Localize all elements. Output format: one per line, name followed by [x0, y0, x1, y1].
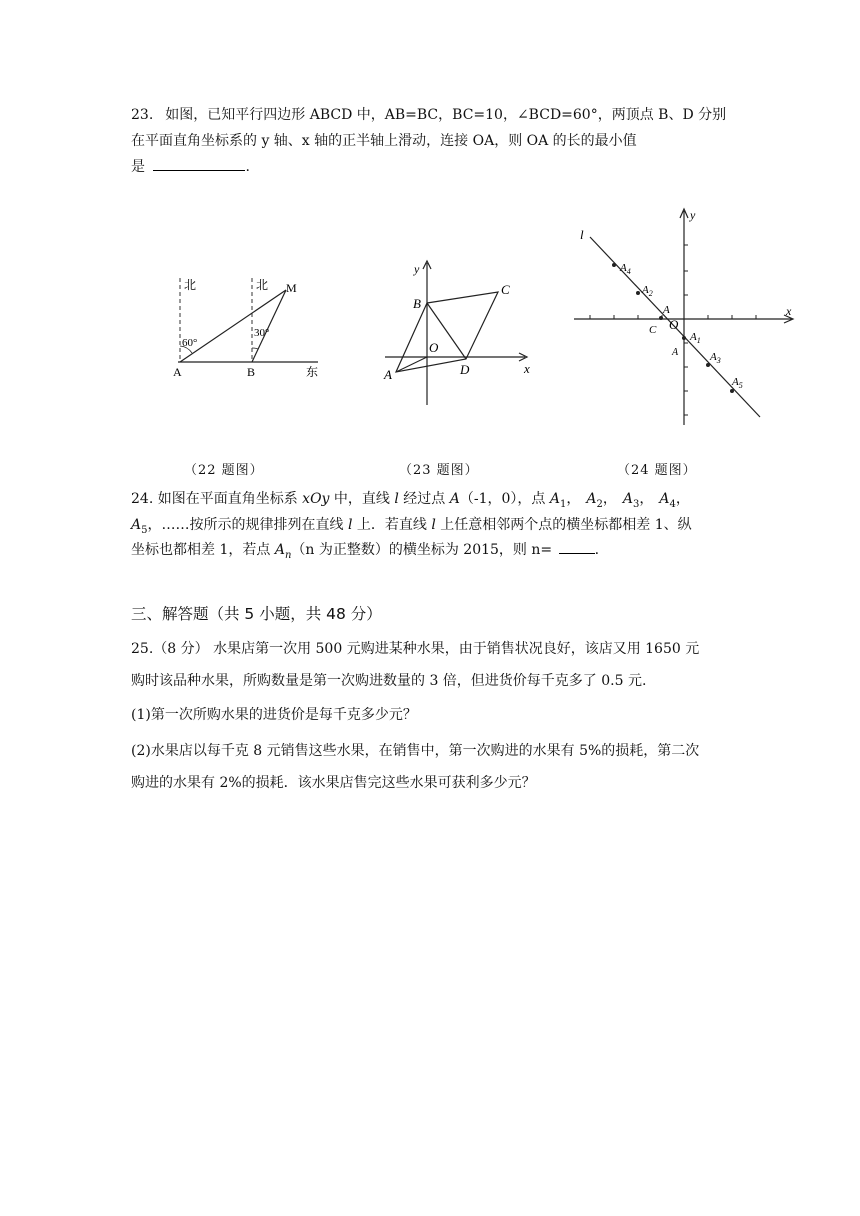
- q24-answer-blank: [559, 537, 595, 554]
- east-label: 东: [306, 365, 319, 379]
- label-a-low: A: [672, 347, 679, 358]
- q24-text: 24. 如图在平面直角坐标系: [131, 491, 303, 507]
- point-a1: [682, 336, 686, 340]
- label-o: O: [669, 317, 679, 332]
- label-a-top: A: [663, 304, 670, 316]
- point-a2: [636, 291, 640, 295]
- q24-text: ，: [602, 491, 617, 507]
- q23-number: 23.: [131, 107, 154, 123]
- point-label-a: A: [173, 365, 182, 379]
- q24-sub: n: [284, 549, 292, 561]
- segment-oa: [396, 357, 427, 372]
- caption-fig23: （23 题图）: [399, 463, 479, 478]
- q24-point-an: A: [274, 542, 285, 558]
- q24-text: ，……按所示的规律排列在直线: [147, 517, 348, 533]
- q24-text: ，: [675, 491, 690, 507]
- q24-line3: [131, 537, 599, 569]
- q24-sub: 1: [560, 498, 567, 510]
- label-a1: $A_1$: [690, 331, 701, 345]
- figure-24: [570, 205, 800, 430]
- section-heading: 三、解答题（共 5 小题，共 48 分）: [131, 605, 382, 623]
- q23-line3-prefix: 是: [131, 159, 145, 175]
- segment-bm: [252, 290, 286, 362]
- q24-point-a3: A: [622, 491, 634, 507]
- figure-23: [380, 255, 540, 410]
- label-c: C: [649, 324, 657, 336]
- point-a5: [730, 389, 734, 393]
- point-a: [659, 316, 663, 320]
- label-a4: $A_4$: [620, 262, 631, 276]
- q24-l: l: [394, 491, 399, 507]
- q25-part1: (1)第一次所购水果的进货价是每千克多少元？: [131, 707, 417, 723]
- q23-answer-blank: [153, 154, 245, 171]
- point-label-b: B: [247, 365, 256, 379]
- q23-line3-suffix: .: [245, 159, 250, 175]
- q24-text: ，: [639, 491, 654, 507]
- north-label-a: 北: [184, 278, 197, 292]
- q24-l: l: [431, 517, 436, 533]
- q25-part2-line1: (2)水果店以每千克 8 元销售这些水果，在销售中，第一次购进的水果有 5%的损耗，第二次: [131, 743, 700, 759]
- q24-text: 中，直线: [329, 491, 395, 507]
- q24-l: l: [347, 517, 353, 533]
- point-label-m: M: [286, 281, 297, 295]
- point-label-d: D: [460, 362, 470, 377]
- x-label: x: [786, 304, 792, 318]
- caption-fig22: （22 题图）: [184, 463, 264, 478]
- q25-line2: 购时该品种水果，所购数量是第一次购进数量的 3 倍，但进货价每千克多了 0.5 元.: [131, 673, 647, 689]
- q24-sub: 5: [141, 524, 148, 536]
- q24-point-a: A: [449, 491, 460, 507]
- line-label-l: l: [580, 227, 584, 242]
- q24-sub: 3: [633, 498, 640, 510]
- q24-point-a5: A: [131, 517, 142, 533]
- q23-line3: [131, 154, 250, 180]
- figure-22: [168, 270, 328, 380]
- point-label-o: O: [429, 340, 439, 355]
- y-label: y: [414, 262, 420, 276]
- q24-text: （-1，0），点: [459, 491, 550, 507]
- q24-text: 上任意相邻两个点的横坐标都相差 1、纵: [435, 517, 692, 533]
- q25-part2-line2: 购进的水果有 2%的损耗．该水果店售完这些水果可获利多少元？: [131, 775, 536, 791]
- q24-sub: 4: [669, 498, 676, 510]
- q24-text: .: [594, 542, 600, 558]
- q24-point-a2: A: [586, 491, 597, 507]
- north-label-b: 北: [256, 278, 269, 292]
- x-label: x: [524, 361, 530, 376]
- angle-label-60: 60°: [182, 337, 198, 349]
- segment-am: [180, 290, 286, 362]
- q24-text: 经过点: [398, 491, 450, 507]
- q23-text-line1: 如图，已知平行四边形 ABCD 中，AB=BC，BC=10，∠BCD=60°，两顶点 B、D 分别: [165, 107, 727, 123]
- y-label: y: [690, 208, 696, 222]
- point-label-b: B: [413, 296, 421, 311]
- label-a3: $A_3$: [710, 351, 721, 365]
- angle-label-30: 30°: [254, 327, 270, 339]
- label-a5: $A_5$: [732, 376, 743, 390]
- label-a2: $A_2$: [642, 284, 653, 298]
- q23-line2: 在平面直角坐标系的 y 轴、x 轴的正半轴上滑动，连接 OA，则 OA 的长的最小值: [131, 133, 637, 149]
- q24-point-a1: A: [549, 491, 561, 507]
- q24-text: （n 为正整数）的横坐标为 2015，则 n=: [291, 542, 557, 558]
- q24-text: 坐标也都相差 1，若点: [131, 542, 275, 558]
- q23-line1: [131, 102, 726, 128]
- q25-line1: 25.（8 分） 水果店第一次用 500 元购进某种水果，由于销售状况良好，该店又用 1650 元: [131, 641, 700, 657]
- point-a4: [612, 263, 616, 267]
- q24-text: 上．若直线: [352, 517, 432, 533]
- q24-text: ，: [566, 491, 581, 507]
- q24-point-a4: A: [659, 491, 670, 507]
- q24-xoy: xOy: [302, 491, 330, 507]
- q24-sub: 2: [596, 498, 603, 510]
- caption-fig24: （24 题图）: [617, 463, 697, 478]
- angle-arc-b: [252, 348, 258, 349]
- point-label-c: C: [501, 282, 510, 297]
- point-label-a: A: [384, 367, 392, 382]
- point-a3: [706, 363, 710, 367]
